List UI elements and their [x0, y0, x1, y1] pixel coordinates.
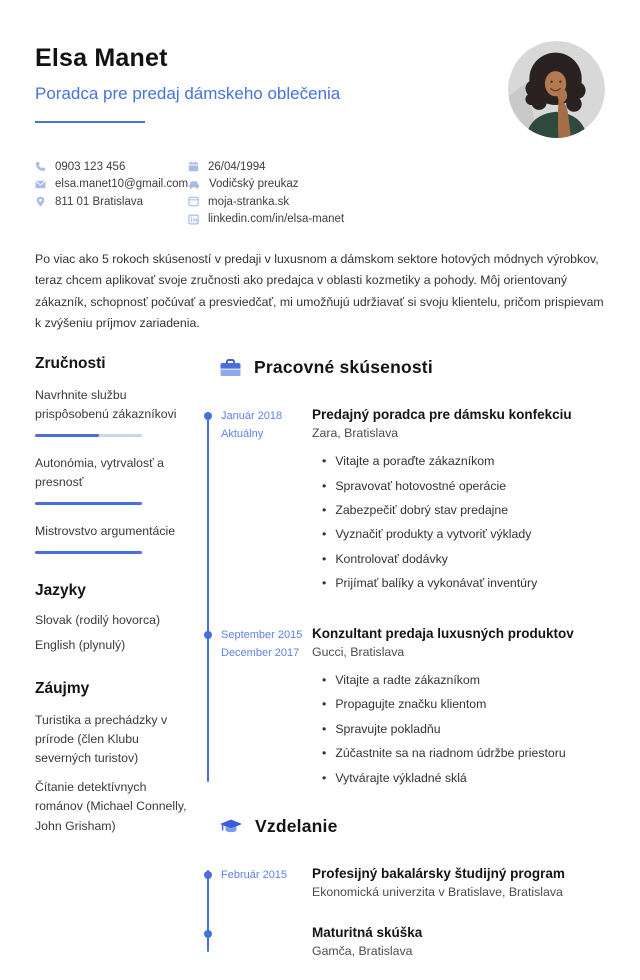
header: [35, 44, 605, 138]
contact-column-right: [188, 158, 344, 228]
profile-photo-illustration: [508, 41, 605, 138]
entry-date-to: Aktuálny: [221, 428, 264, 441]
bullet-item: • Zúčastnite sa na riadnom údržbe priestoru: [322, 745, 605, 762]
calendar-icon: [188, 161, 199, 172]
contact-row-email: [35, 176, 188, 194]
profile-photo: [508, 41, 605, 138]
entry-title: Profesijný bakalársky študijný program: [312, 866, 565, 882]
address-value: 811 01 Bratislava: [55, 195, 144, 208]
website-icon: [188, 196, 199, 207]
contact-row-birthdate: [188, 158, 344, 176]
entry-date-from: Január 2018: [221, 410, 283, 423]
header-text: [35, 44, 340, 123]
content-column: [207, 355, 605, 980]
skill-bar-fill: [35, 434, 99, 437]
education-heading-label: Vzdelanie: [255, 816, 338, 837]
entry-title: Predajný poradca pre dámsku konfekciu: [312, 407, 572, 423]
entry-organization: Ekonomická univerzita v Bratislave, Bratislava: [312, 885, 563, 900]
bullet-item: • Kontrolovať dodávky: [322, 551, 605, 568]
education-section-heading: [220, 816, 605, 837]
language-item: Slovak (rodilý hovorca): [35, 613, 161, 628]
education-entry: [207, 866, 605, 899]
entry-dates: [207, 626, 312, 794]
experience-timeline: [207, 407, 605, 794]
car-icon: [188, 179, 200, 190]
education-entry: [207, 925, 605, 958]
skill-bar-fill: [35, 502, 142, 505]
email-value: elsa.manet10@gmail.com: [55, 178, 189, 191]
language-item: English (plynulý): [35, 638, 126, 653]
bullet-item: • Spravujte pokladňu: [322, 721, 605, 738]
timeline-dot: [204, 412, 212, 420]
entry-body: [312, 866, 605, 899]
timeline-dot: [204, 631, 212, 639]
languages-heading: Jazyky: [35, 582, 86, 600]
skill-bar-track: [35, 434, 142, 437]
phone-value: 0903 123 456: [55, 160, 126, 173]
skill-bar-track: [35, 502, 142, 505]
birthdate-value: 26/04/1994: [208, 160, 266, 173]
bullet-item: • Prijímať balíky a vykonávať inventúry: [322, 575, 605, 592]
bullet-item: • Zabezpečiť dobrý stav predajne: [322, 502, 605, 519]
sidebar: [35, 355, 187, 980]
entry-body: [312, 925, 605, 958]
contact-row-driving-license: [188, 176, 344, 194]
contact-section: [35, 158, 605, 228]
main-columns: [35, 355, 605, 980]
briefcase-icon: [220, 359, 241, 377]
entry-dates: [207, 925, 312, 958]
skill-item: [35, 454, 187, 505]
person-name: Elsa Manet: [35, 44, 168, 72]
phone-icon: [35, 161, 46, 172]
skill-label: Navrhnite službu prispôsobenú zákazníkovi: [35, 388, 177, 422]
entry-organization: Gamča, Bratislava: [312, 944, 413, 959]
entry-body: [312, 626, 605, 794]
interest-item: Čítanie detektívnych románov (Michael Connelly, John Grisham): [35, 780, 187, 833]
entry-body: [312, 407, 605, 600]
linkedin-value: linkedin.com/in/elsa-manet: [208, 213, 345, 226]
skill-bar-fill: [35, 551, 142, 554]
entry-date-from: September 2015: [221, 628, 303, 641]
skill-item: [35, 386, 187, 437]
entry-title: Maturitná skúška: [312, 925, 423, 941]
driving-license-value: Vodičský preukaz: [209, 178, 299, 191]
bullet-item: • Spravovať hotovostné operácie: [322, 478, 605, 495]
entry-organization: Zara, Bratislava: [312, 426, 399, 441]
timeline-dot: [204, 930, 212, 938]
location-pin-icon: [35, 196, 46, 207]
skill-bar-track: [35, 551, 142, 554]
experience-section-heading: [220, 357, 605, 378]
bullet-item: • Vitajte a radte zákazníkom: [322, 672, 605, 689]
entry-bullets: [312, 672, 605, 787]
experience-entry: [207, 407, 605, 600]
entry-dates: [207, 866, 312, 899]
contact-row-website: [188, 193, 344, 211]
contact-column-left: [35, 158, 188, 228]
email-icon: [35, 179, 46, 190]
entry-dates: [207, 407, 312, 600]
contact-row-phone: [35, 158, 188, 176]
interests-heading: Záujmy: [35, 680, 90, 698]
website-value: moja-stranka.sk: [208, 195, 290, 208]
profile-summary: Po viac ako 5 rokoch skúseností v predaji v luxusnom a dámskom sektore hotových módnych výrobkov, teraz chcem aplikovať svoje zručnosti ako predajca v oblasti kozmetiky a pohody. Môj orientovaný zákazník, schopnosť počúvať a presviedčať, mi umožňujú udržiavať si svoju klientelu, pričom prispievam k zvýšeniu príjmov zariadenia.: [35, 252, 604, 330]
bullet-item: • Vyznačiť produkty a vytvoriť výklady: [322, 526, 605, 543]
contact-row-address: [35, 193, 188, 211]
timeline-dot: [204, 871, 212, 879]
entry-bullets: [312, 453, 605, 593]
bullet-item: • Vitajte a poraďte zákazníkom: [322, 453, 605, 470]
education-timeline: [207, 866, 605, 958]
skill-label: Mistrovstvo argumentácie: [35, 524, 176, 539]
bullet-item: • Propagujte značku klientom: [322, 696, 605, 713]
person-job-title: Poradca pre predaj dámskeho oblečenia: [35, 84, 341, 103]
skills-heading: Zručnosti: [35, 355, 106, 373]
entry-organization: Gucci, Bratislava: [312, 644, 405, 659]
bullet-item: • Vytvárajte výkladné sklá: [322, 770, 605, 787]
experience-entry: [207, 626, 605, 794]
experience-heading-label: Pracovné skúsenosti: [254, 357, 433, 378]
linkedin-icon: [188, 214, 199, 225]
title-underline: [35, 121, 145, 123]
entry-date-from: Február 2015: [221, 869, 288, 882]
contact-row-linkedin: [188, 211, 344, 229]
skill-item: [35, 522, 187, 554]
entry-date-to: December 2017: [221, 646, 300, 659]
interest-item: Turistika a prechádzky v prírode (člen Klubu severných turistov): [35, 713, 168, 766]
entry-title: Konzultant predaja luxusných produktov: [312, 625, 574, 641]
skill-label: Autonómia, vytrvalosť a presnosť: [35, 456, 165, 490]
graduation-cap-icon: [220, 819, 242, 835]
